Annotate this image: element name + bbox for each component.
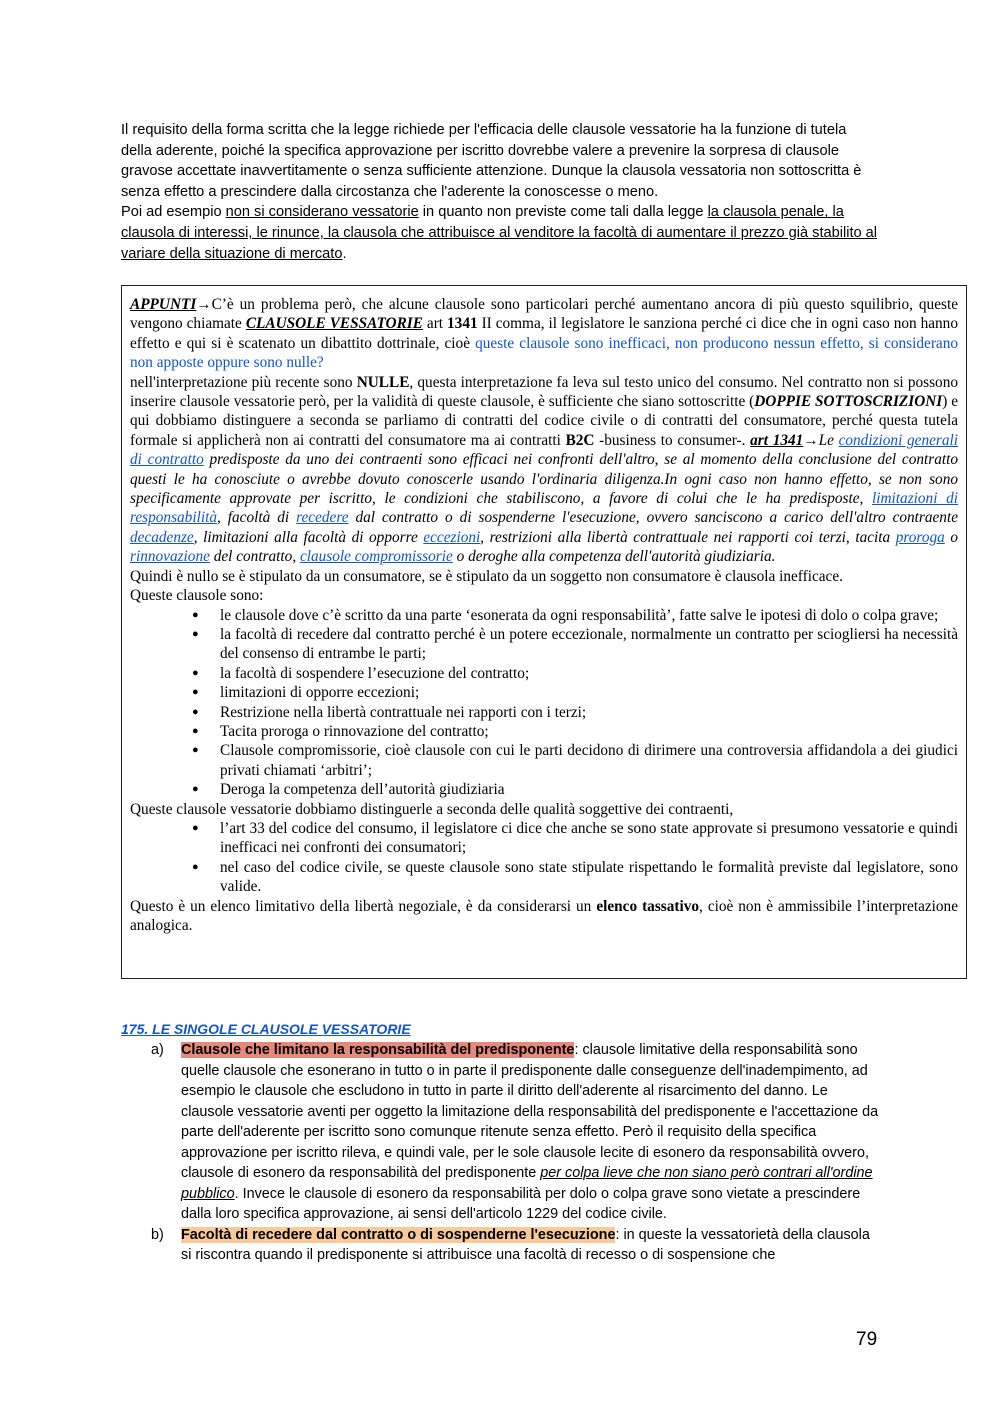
list-item: ● le clausole dove c’è scritto da una parte ‘esonerata da ogni responsabilità’, fatte salve le ipotesi di dolo o colpa grave; xyxy=(130,606,958,625)
link-rinnovazione[interactable]: rinnovazione xyxy=(130,548,210,566)
link-limitazioni-responsabilita[interactable]: limitazioni di responsabilità xyxy=(130,490,959,527)
list-item: ● la facoltà di recedere dal contratto perché è un potere eccezionale, normalmente un contratto per sciogliersi ha necessità del consenso di entrambe le parti; xyxy=(130,625,958,664)
text-run: nell'interpretazione più recente sono xyxy=(130,373,357,391)
page-number: 79 xyxy=(856,1329,878,1350)
underlined-text: non si considerano vessatorie xyxy=(225,204,419,221)
text-run: Poi ad esempio xyxy=(121,204,226,221)
link-condizioni-generali[interactable]: condizioni generali di contratto xyxy=(130,431,958,469)
list-item: ● limitazioni di opporre eccezioni; xyxy=(130,683,958,702)
text-run: -business to consumer-. xyxy=(594,431,751,449)
bold-term: elenco tassativo xyxy=(596,897,700,915)
section-heading-link[interactable]: 175. LE SINGOLE CLAUSOLE VESSATORIE xyxy=(121,1021,411,1037)
text-run: , cioè non è ammissibile l’interpretazione analogica. xyxy=(130,897,958,934)
text-run: predisposte da uno dei contraenti sono efficaci nei confronti dell'altro, se al momento della conclusione del contratto questi le ha conosciute o avrebbe dovuto conoscerle usando l'ordinaria diligenza.In ogni caso non hanno effetto, se non sono specificamente approvate per iscritto, le condizioni che stabiliscono, a favore di colui che le ha predisposte, xyxy=(130,451,958,508)
text-run: Le xyxy=(818,431,839,449)
bold-term: DOPPIE SOTTOSCRIZIONI xyxy=(754,393,943,411)
arrow-icon: → xyxy=(803,431,819,449)
intro-paragraph-2 xyxy=(121,202,881,264)
notes-paragraph-4: Queste clausole sono: xyxy=(130,587,264,605)
list-item-b xyxy=(121,1225,881,1266)
link-decadenze[interactable]: decadenze xyxy=(130,528,194,546)
underlined-text: la clausola penale, la clausola di interessi, le rinunce, la clausola che attribuisce al venditore la facoltà di aumentare il prezzo già stabilito al variare della situazione di mercato xyxy=(121,204,878,262)
text-run: : clausole limitative della responsabilità sono quelle clausole che esonerano in tutto o in parte il predisponente dalle conseguenze dell'inadempimento, ad esempio le clausole che escludono in tutto in parte il diritto dell'aderente al risarcimento del danno. Le clausole vessatorie aventi per oggetto la limitazione della responsabilità del predisponente e l'accettazione da parte dell'aderente per iscritto sono comunque ritenute senza effetto. Però il requisito della specifica approvazione per iscritto rileva, e quindi vale, per le sole clausole lecite di esonero da responsabilità ovvero, clausole di esonero da responsabilità del predisponente xyxy=(181,1042,879,1181)
notes-paragraph-6 xyxy=(130,897,958,936)
intro-paragraph-1: Il requisito della forma scritta che la legge richiede per l'efficacia delle clausole vessatorie ha la funzione di tutela della aderente, poiché la specifica approvazione per iscritto dovrebbe valere a prevenire la sorpresa di clausole gravose accettate inavvertitamente o senza sufficiente attenzione. Dunque la clausola vessatoria non sottoscritta è senza effetto a prescindere dalla circostanza che l'aderente la conoscesse o meno. xyxy=(121,122,862,200)
text-run: Questo è un elenco limitativo della libertà negoziale, è da considerarsi un xyxy=(130,897,597,915)
distinction-list xyxy=(130,819,958,897)
term-clausole-vessatorie: CLAUSOLE VESSATORIE xyxy=(245,315,423,333)
article-number: 1341 xyxy=(447,315,478,333)
italic-underlined-text: per colpa lieve che non siano però contrari all'ordine pubblico xyxy=(181,1165,873,1202)
text-run: , restrizioni alla libertà contrattuale nei rapporti coi terzi, tacita xyxy=(480,528,896,546)
text-run: : in queste la vessatorietà della clausola si riscontra quando il predisponente si attribuisce una facoltà di recesso o di sospensione che xyxy=(181,1226,870,1263)
bold-term: B2C xyxy=(565,431,595,449)
text-run: ) e qui dobbiamo distinguere a seconda se parliamo di contratti del codice civile o di contratti del consumatore, perché questa tutela formale si applicherà non ai contratti del consumatore ma ai contratti xyxy=(130,393,958,449)
text-run: , limitazioni alla facoltà di opporre xyxy=(193,528,424,546)
bold-term: NULLE xyxy=(356,373,410,391)
text-run: o xyxy=(944,528,958,546)
notes-label: APPUNTI xyxy=(130,296,197,313)
article-reference: art 1341 xyxy=(750,431,804,449)
text-run: art xyxy=(422,315,448,333)
list-marker: a) xyxy=(151,1042,164,1058)
text-run: C’è un problema però, che alcune clausole sono particolari perché aumentano ancora di più questo squilibrio, queste vengono chiamate xyxy=(130,296,958,333)
list-item: ● l’art 33 del codice del consumo, il legislatore ci dice che anche se sono state approvate si presumono vessatorie e quindi inefficaci nei confronti dei consumatori; xyxy=(130,819,958,858)
clauses-list xyxy=(130,606,958,800)
highlighted-title: Clausole che limitano la responsabilità del predisponente xyxy=(181,1042,575,1058)
text-run: . Invece le clausole di esonero da responsabilità per dolo o colpa grave sono vietate a prescindere dalla loro specifica approvazione, ai sensi dell'articolo 1229 del codice civile. xyxy=(181,1185,861,1222)
intro-text xyxy=(121,120,881,264)
list-marker: b) xyxy=(151,1226,164,1243)
list-item: ● Clausole compromissorie, cioè clausole con cui le parti decidono di dirimere una controversia affidandola a dei giudici privati chiamati ‘arbitri’; xyxy=(130,741,958,780)
arrow-icon: → xyxy=(196,296,212,313)
list-item: ● la facoltà di sospendere l’esecuzione del contratto; xyxy=(130,664,958,683)
notes-box xyxy=(121,285,967,979)
text-run: in quanto non previste come tali dalla legge xyxy=(418,204,708,221)
text-run: dal contratto o di sospenderne l'esecuzione, ovvero sanciscono a carico dell'altro contraente xyxy=(348,509,958,527)
list-item: ● Deroga la competenza dell’autorità giudiziaria xyxy=(130,780,958,799)
list-item: ● Restrizione nella libertà contrattuale nei rapporti con i terzi; xyxy=(130,703,958,722)
notes-paragraph-1 xyxy=(130,295,958,373)
link-recedere[interactable]: recedere xyxy=(296,509,349,527)
text-run: , facoltà di xyxy=(216,509,297,527)
notes-paragraph-3: Quindi è nullo se è stipulato da un consumatore, se è stipulato da un soggetto non consumatore è clausola inefficace. xyxy=(130,567,843,585)
section-body xyxy=(121,1040,881,1266)
list-item: ● Tacita proroga o rinnovazione del contratto; xyxy=(130,722,958,741)
text-run: del contratto, xyxy=(209,548,300,566)
text-run: II comma, il legislatore le sanziona perché ci dice che in ogni caso non hanno effetto e qui si è scatenato un dibattito dottrinale, cioè xyxy=(130,315,958,352)
highlighted-title: Facoltà di recedere dal contratto o di sospenderne l'esecuzione xyxy=(181,1226,616,1243)
link-clausole-compromissorie[interactable]: clausole compromissorie xyxy=(299,548,453,566)
text-run: o deroghe alla competenza dell'autorità giudiziaria. xyxy=(452,548,776,566)
link-eccezioni[interactable]: eccezioni xyxy=(423,528,481,546)
blue-question: queste clausole sono inefficaci, non producono nessun effetto, si considerano non apposte oppure sono nulle? xyxy=(130,334,958,372)
link-proroga[interactable]: proroga xyxy=(895,528,945,546)
list-item: ● nel caso del codice civile, se queste clausole sono state stipulate rispettando le formalità previste dal legislatore, sono valide. xyxy=(130,858,958,897)
notes-paragraph-2 xyxy=(130,373,958,567)
text-run: , questa interpretazione fa leva sul testo unico del consumo. Nel contratto non si possono inserire clausole vessatorie però, per la validità di queste clausole, è sufficiente che siano sottoscritte ( xyxy=(130,373,958,411)
list-item-a xyxy=(121,1040,881,1225)
notes-paragraph-5: Queste clausole vessatorie dobbiamo distinguerle a seconda delle qualità soggettive dei contraenti, xyxy=(130,800,734,818)
text-run: . xyxy=(342,245,347,262)
